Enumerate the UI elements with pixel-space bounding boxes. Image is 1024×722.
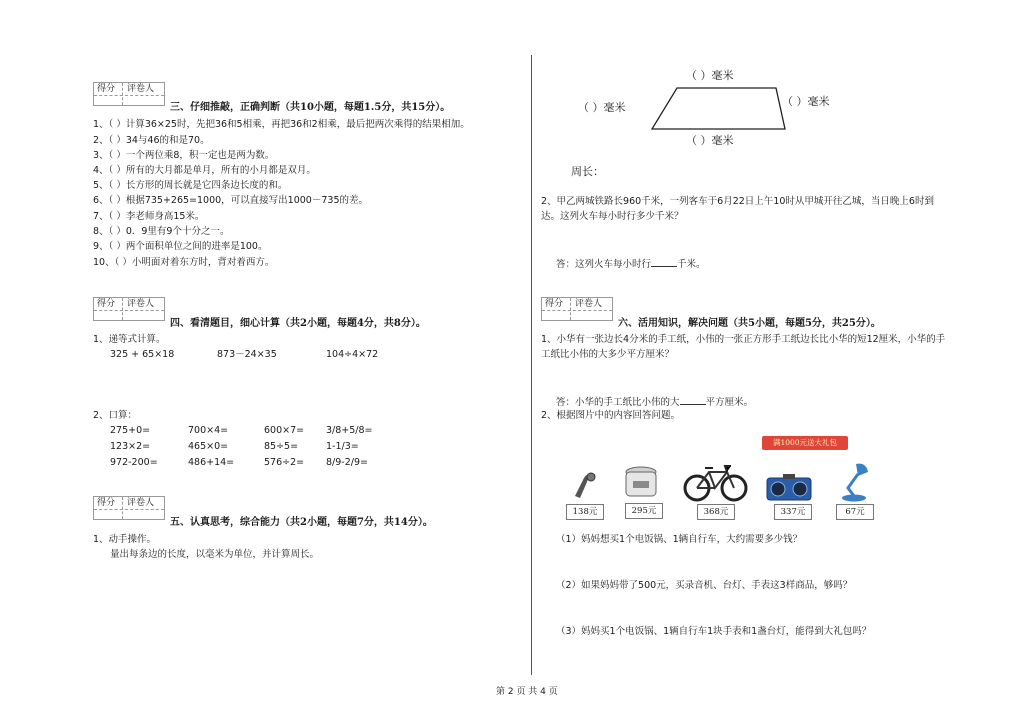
sub-question: （2）如果妈妈带了500元，买录音机、台灯、手表这3样商品，够吗？	[556, 580, 853, 591]
trap-top-label: （ ）毫米	[686, 69, 734, 82]
oral-item: 1-1/3=	[326, 441, 359, 452]
trap-left-label: （ ）毫米	[578, 101, 626, 114]
train-question-line2: 达。这列火车每小时行多少千米？	[541, 211, 684, 222]
score-label: 得分	[97, 299, 116, 309]
promo-banner	[762, 436, 848, 450]
judge-item: 4、（ ）所有的大月都是单月，所有的小月都是双月。	[93, 165, 316, 176]
judge-item: 2、（ ）34与46的和是70。	[93, 135, 210, 146]
watch-icon	[569, 466, 599, 500]
paper-answer-prefix: 答：小华的手工纸比小伟的大	[556, 397, 680, 408]
bicycle-icon	[683, 462, 749, 502]
column-divider	[531, 55, 532, 675]
price-tag: 138元	[566, 504, 604, 520]
oral-item: 972-200=	[110, 457, 158, 468]
paper-answer-suffix: 平方厘米。	[705, 397, 754, 408]
oral-item: 8/9-2/9=	[326, 457, 368, 468]
oral-item: 465×0=	[188, 441, 229, 452]
score-box-sec5	[93, 496, 165, 520]
judge-item: 10、（ ）小明面对着东方时，背对着西方。	[93, 257, 275, 268]
judge-item: 7、（ ）李老师身高15米。	[93, 211, 205, 222]
paper-question-line2: 工纸比小伟的大多少平方厘米？	[541, 349, 675, 360]
train-answer-suffix: 千米。	[677, 259, 706, 270]
hands-on-label: 1、动手操作。	[93, 534, 157, 545]
oral-item: 85÷5=	[264, 441, 299, 452]
score-box-sec6	[541, 297, 613, 321]
judge-item: 6、（ ）根据735+265=1000，可以直接写出1000－735的差。	[93, 195, 368, 206]
radio-icon	[765, 472, 813, 502]
paper-answer	[556, 395, 753, 409]
grader-label: 评卷人	[575, 299, 603, 309]
hands-on-text: 量出每条边的长度，以毫米为单位，并计算周长。	[110, 549, 320, 560]
score-label: 得分	[97, 84, 116, 94]
picture-question-label: 2、根据图片中的内容回答问题。	[541, 410, 681, 421]
trap-bottom-label: （ ）毫米	[686, 134, 734, 147]
desk-lamp-icon	[836, 460, 872, 502]
judge-item: 1、（ ）计算36×25时，先把36和5相乘，再把36和2相乘，最后把两次乘得的结果相加。	[93, 119, 470, 130]
oral-item: 700×4=	[188, 425, 229, 436]
page-footer: 第 2 页 共 4 页	[496, 687, 558, 697]
oral-item: 486+14=	[188, 457, 235, 468]
score-box-sec3	[93, 82, 165, 106]
oral-item: 600×7=	[264, 425, 305, 436]
calc-expr: 325 + 65×18	[110, 349, 175, 360]
train-answer-prefix: 答：这列火车每小时行	[556, 259, 652, 270]
trapezoid-shape	[640, 80, 790, 140]
section-6-title: 六、活用知识，解决问题（共5小题，每题5分，共25分）。	[618, 318, 881, 329]
calc-q1-label: 1、递等式计算。	[93, 334, 166, 345]
train-answer	[556, 257, 706, 271]
score-label: 得分	[97, 498, 116, 508]
price-tag: 67元	[836, 504, 874, 520]
oral-calc-label: 2、口算：	[93, 410, 138, 421]
answer-blank	[651, 257, 677, 267]
judge-item: 8、（ ）0．9里有9个十分之一。	[93, 226, 230, 237]
train-question-line1: 2、甲乙两城铁路长960千米，一列客车于6月22日上午10时从甲城开往乙城，当日晚上6时到	[541, 196, 934, 207]
promo-banner-text: 满1000元送大礼包	[772, 438, 838, 447]
oral-item: 576÷2=	[264, 457, 305, 468]
sub-question: （1）妈妈想买1个电饭锅、1辆自行车，大约需要多少钱？	[556, 534, 803, 545]
oral-item: 275+0=	[110, 425, 151, 436]
section-4-title: 四、看清题目，细心计算（共2小题，每题4分，共8分）。	[170, 318, 426, 329]
price-tag: 295元	[625, 503, 663, 519]
score-label: 得分	[545, 299, 564, 309]
price-tag: 337元	[774, 504, 812, 520]
judge-item: 5、（ ）长方形的周长就是它四条边长度的和。	[93, 180, 288, 191]
sub-question: （3）妈妈买1个电饭锅、1辆自行车1块手表和1盏台灯，能得到大礼包吗？	[556, 626, 872, 637]
judge-item: 3、（ ）一个两位乘8，积一定也是两为数。	[93, 150, 275, 161]
calc-expr: 104÷4×72	[326, 349, 379, 360]
answer-blank	[680, 395, 706, 405]
judge-item: 9、（ ）两个面积单位之间的进率是100。	[93, 241, 268, 252]
calc-expr: 873－24×35	[217, 349, 277, 360]
section-3-title: 三、仔细推敲，正确判断（共10小题，每题1.5分，共15分）。	[170, 102, 451, 113]
perimeter-label: 周长：	[571, 165, 604, 178]
grader-label: 评卷人	[127, 498, 155, 508]
grader-label: 评卷人	[127, 84, 155, 94]
oral-item: 3/8+5/8=	[326, 425, 373, 436]
score-box-sec4	[93, 297, 165, 321]
section-5-title: 五、认真思考，综合能力（共2小题，每题7分，共14分）。	[170, 517, 433, 528]
rice-cooker-icon	[623, 464, 659, 502]
oral-item: 123×2=	[110, 441, 151, 452]
paper-question-line1: 1、小华有一张边长4分米的手工纸，小伟的一张正方形手工纸边长比小华的短12厘米，小华的手	[541, 334, 946, 345]
trap-right-label: （ ）毫米	[782, 95, 830, 108]
price-tag: 368元	[697, 504, 735, 520]
grader-label: 评卷人	[127, 299, 155, 309]
